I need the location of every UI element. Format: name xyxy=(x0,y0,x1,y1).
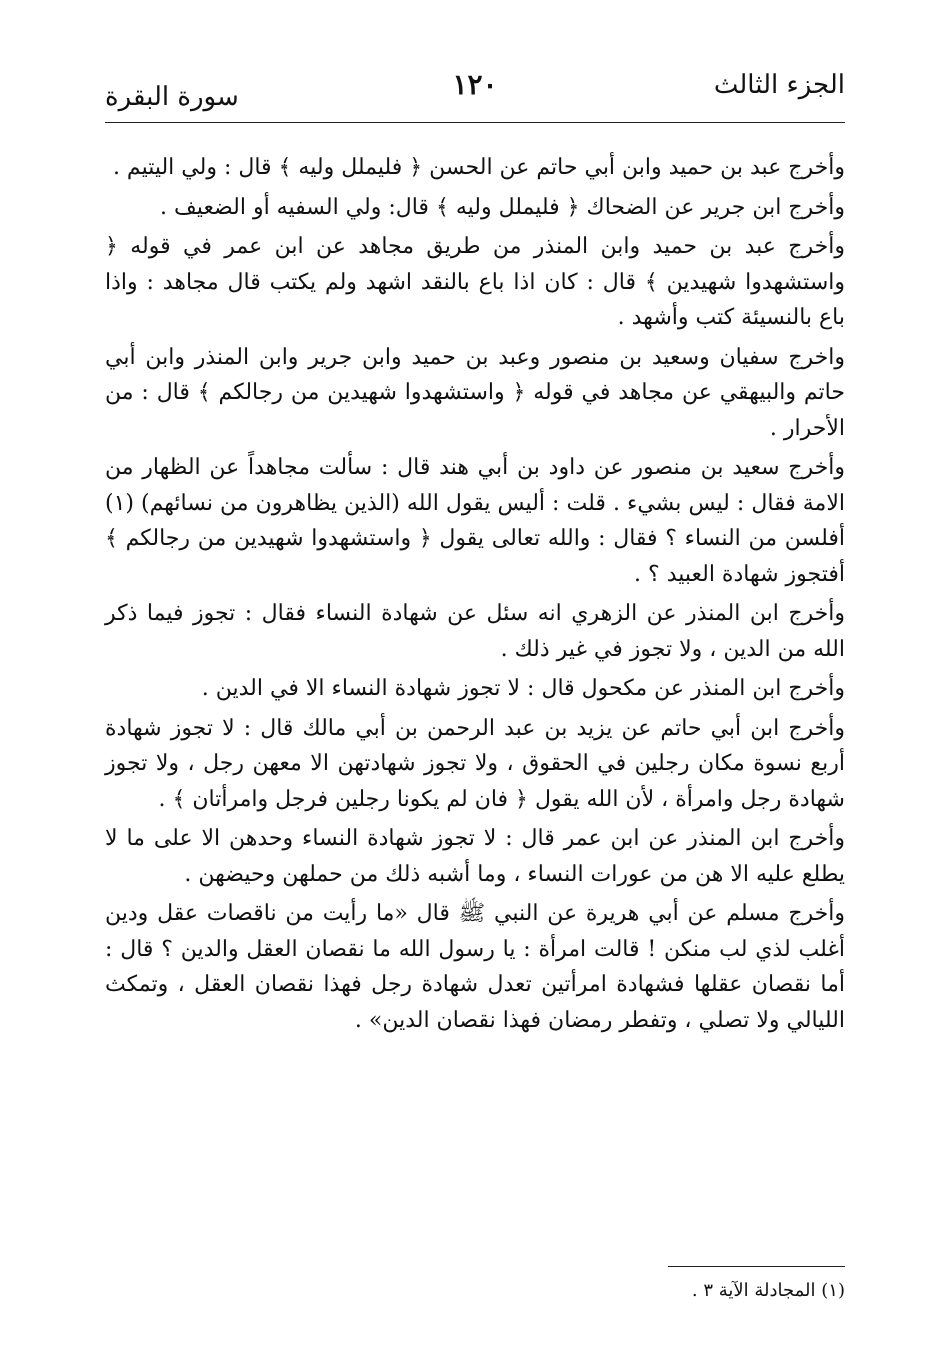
part-title: الجزء الثالث xyxy=(713,70,845,100)
paragraph: وأخرج ابن المنذر عن مكحول قال : لا تجوز شهادة النساء الا في الدين . xyxy=(201,676,845,701)
paragraph: وأخرج عبد بن حميد وابن المنذر من طريق مجاهد عن ابن عمر في قوله ﴿ واستشهدوا شهيدين ﴾ قال : كان اذا باع بالنقد اشهد ولم يكتب قال مجاهد : واذا باع بالنسيئة كتب وأشهد . xyxy=(105,234,845,330)
page-body xyxy=(105,150,845,1042)
surah-title: سورة البقرة xyxy=(105,82,239,112)
paragraph: وأخرج سعيد بن منصور عن داود بن أبي هند قال : سألت مجاهداً عن الظهار من الامة فقال : ليس بشيء . قلت : أليس يقول الله (الذين يظاهرون من نسائهم) (١) أفلسن من النساء ؟ فقال : والله تعالى يقول ﴿ واستشهدوا شهيدين من رجالكم ﴾ أفتجوز شهادة العبيد ؟ . xyxy=(105,455,845,587)
paragraph: وأخرج مسلم عن أبي هريرة عن النبي ﷺ قال «ما رأيت من ناقصات عقل ودين أغلب لذي لب منكن ! قالت امرأة : يا رسول الله ما نقصان العقل والدين ؟ قال : أما نقصان عقلها فشهادة امرأتين تعدل شهادة رجل فهذا نقصان العقل ، وتمكث الليالي ولا تصلي ، وتفطر رمضان فهذا نقصان الدين» . xyxy=(105,901,845,1033)
paragraph: وأخرج ابن جرير عن الضحاك ﴿ فليملل وليه ﴾ قال: ولي السفيه أو الضعيف . xyxy=(160,194,845,220)
paragraph: وأخرج ابن المنذر عن ابن عمر قال : لا تجوز شهادة النساء وحدهن الا على ما لا يطلع عليه الا هن من عورات النساء ، وما أشبه ذلك من حملهن وحيضهن . xyxy=(105,826,845,887)
paragraph: وأخرج عبد بن حميد وابن أبي حاتم عن الحسن ﴿ فليملل وليه ﴾ قال : ولي اليتيم . xyxy=(112,155,845,180)
paragraph: وأخرج ابن المنذر عن الزهري انه سئل عن شهادة النساء فقال : تجوز فيما ذكر الله من الدين ، ولا تجوز في غير ذلك . xyxy=(105,601,845,662)
paragraph: واخرج سفيان وسعيد بن منصور وعبد بن حميد وابن جرير وابن المنذر وابن أبي حاتم والبيهقي عن مجاهد في قوله ﴿ واستشهدوا شهيدين من رجالكم ﴾ قال : من الأحرار . xyxy=(105,344,845,441)
footnote-divider xyxy=(668,1266,845,1267)
page-number: ١٢٠ xyxy=(452,68,498,101)
footnote: (١) المجادلة الآية ٣ . xyxy=(691,1280,845,1301)
page-header xyxy=(105,66,845,118)
paragraph: وأخرج ابن أبي حاتم عن يزيد بن عبد الرحمن بن أبي مالك قال : لا تجوز شهادة أربع نسوة مكان رجلين في الحقوق ، ولا تجوز شهادتهن الا معهن رجل ، ولا تجوز شهادة رجل وامرأة ، لأن الله يقول ﴿ فان لم يكونا رجلين فرجل وامرأتان ﴾ . xyxy=(105,715,845,812)
header-divider xyxy=(105,122,845,123)
